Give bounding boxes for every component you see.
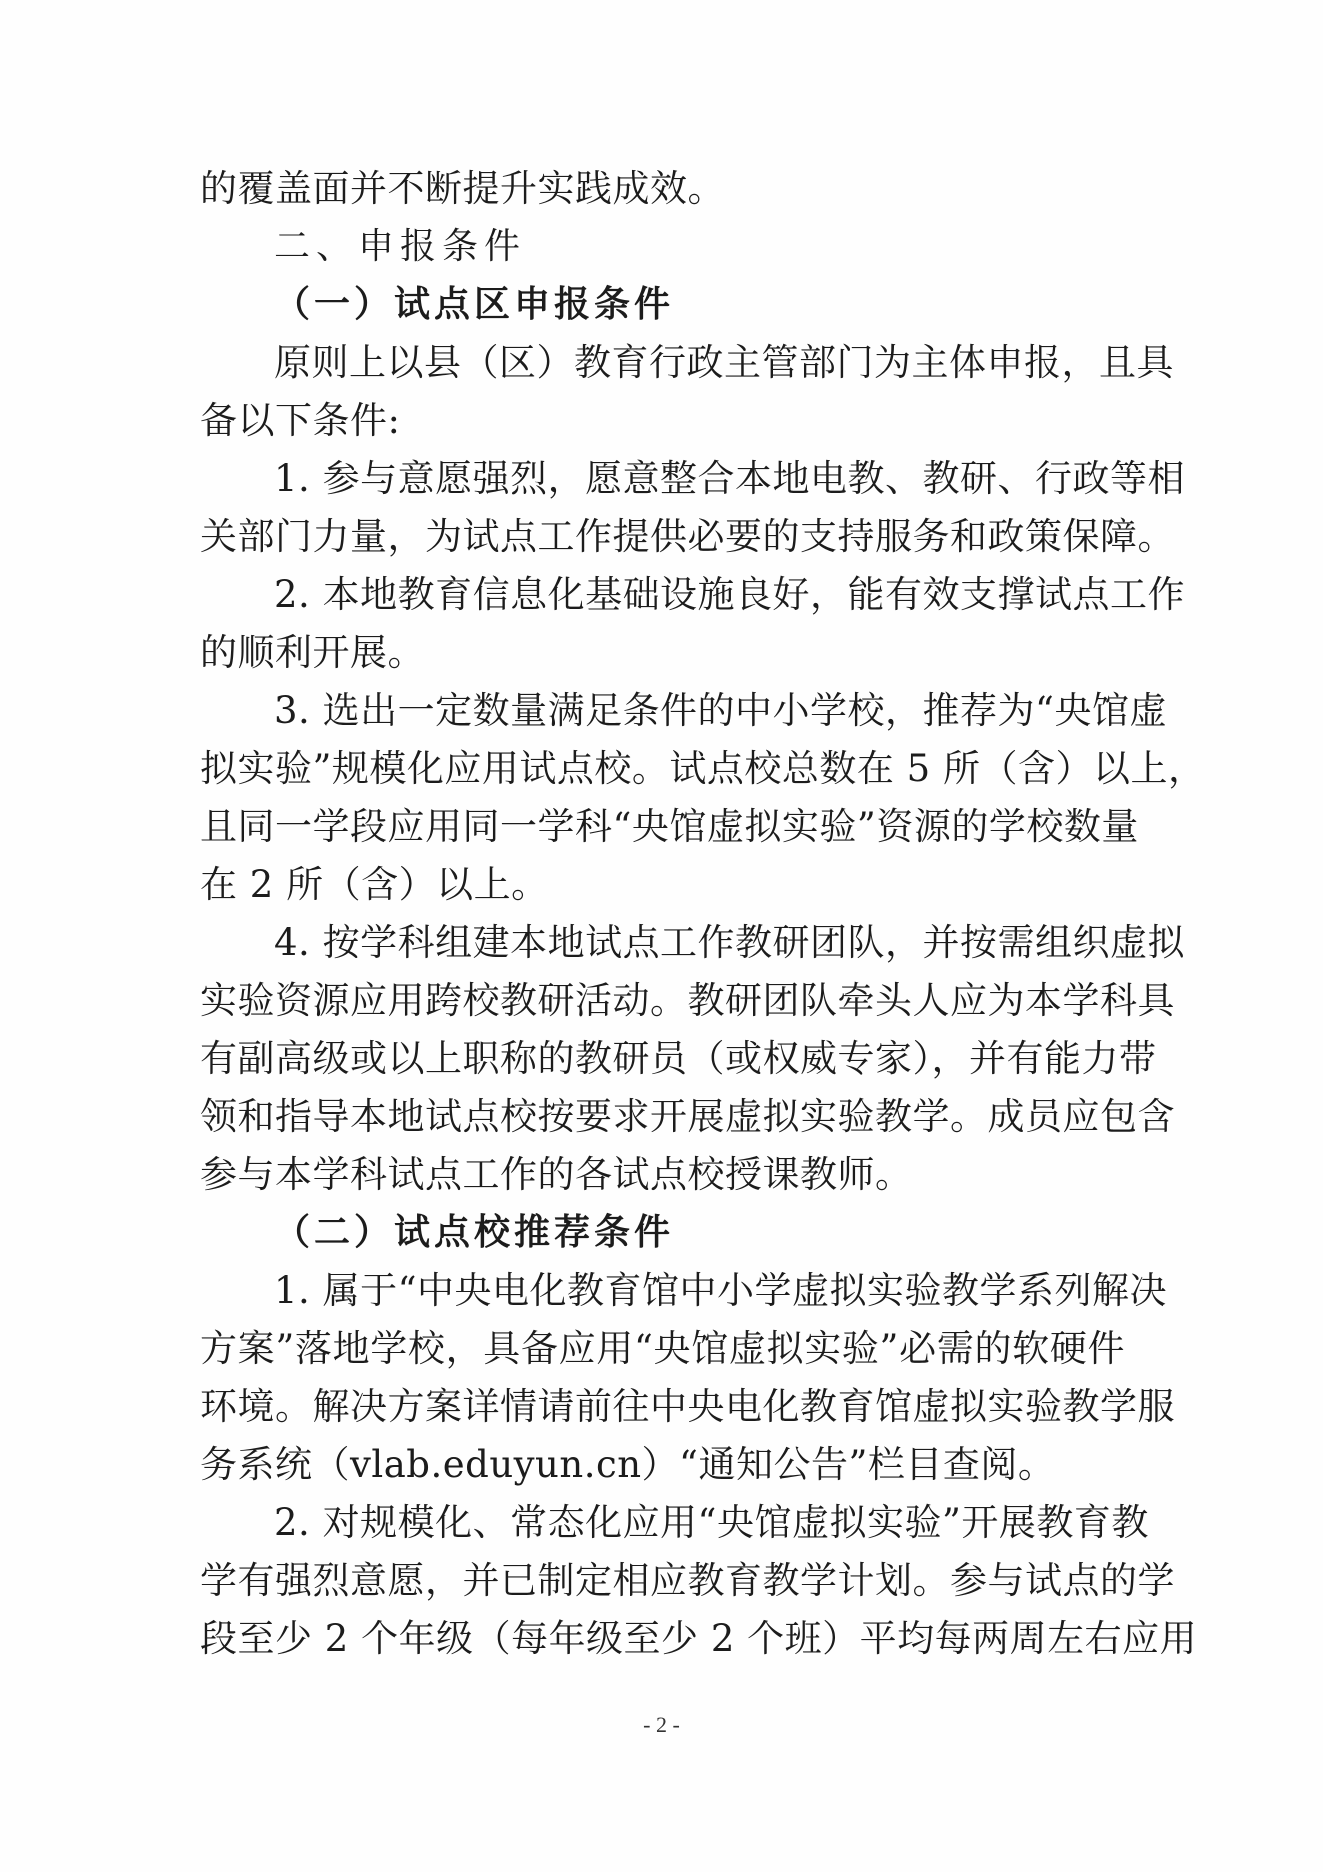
paragraph-line: 1. 属于“中央电化教育馆中小学虚拟实验教学系列解决 — [274, 1269, 1167, 1312]
paragraph-line: 2. 对规模化、常态化应用“央馆虚拟实验”开展教育教 — [274, 1501, 1149, 1544]
document-body — [200, 160, 1206, 1668]
paragraph-line: 原则上以县（区）教育行政主管部门为主体申报，且具 — [274, 341, 1174, 384]
paragraph-line: 参与本学科试点工作的各试点校授课教师。 — [200, 1153, 913, 1196]
paragraph-line: 环境。解决方案详情请前往中央电化教育馆虚拟实验教学服 — [200, 1385, 1175, 1428]
paragraph-line: 段至少 2 个年级（每年级至少 2 个班）平均每两周左右应用 — [200, 1617, 1198, 1660]
paragraph-line: 关部门力量，为试点工作提供必要的支持服务和政策保障。 — [200, 515, 1175, 558]
paragraph-line: 备以下条件: — [200, 399, 401, 442]
page-number: - 2 - — [643, 1712, 680, 1737]
paragraph-line: 的覆盖面并不断提升实践成效。 — [200, 167, 725, 210]
paragraph-line: 4. 按学科组建本地试点工作教研团队，并按需组织虚拟 — [274, 921, 1186, 964]
subsection-heading: （二）试点校推荐条件 — [274, 1212, 675, 1253]
paragraph-line: 3. 选出一定数量满足条件的中小学校，推荐为“央馆虚 — [274, 689, 1167, 732]
subsection-heading: （一）试点区申报条件 — [274, 284, 675, 325]
section-heading: 二、申报条件 — [274, 226, 527, 267]
paragraph-line: 2. 本地教育信息化基础设施良好，能有效支撑试点工作 — [274, 573, 1186, 616]
paragraph-line: 有副高级或以上职称的教研员（或权威专家），并有能力带 — [200, 1037, 1157, 1080]
paragraph-line: 的顺利开展。 — [200, 631, 425, 674]
paragraph-line: 务系统（vlab.eduyun.cn）“通知公告”栏目查阅。 — [200, 1443, 1056, 1486]
paragraph-line: 实验资源应用跨校教研活动。教研团队牵头人应为本学科具 — [200, 979, 1175, 1022]
paragraph-line: 学有强烈意愿，并已制定相应教育教学计划。参与试点的学 — [200, 1559, 1175, 1602]
paragraph-line: 1. 参与意愿强烈，愿意整合本地电教、教研、行政等相 — [274, 457, 1186, 500]
paragraph-line: 且同一学段应用同一学科“央馆虚拟实验”资源的学校数量 — [200, 805, 1139, 848]
paragraph-line: 拟实验”规模化应用试点校。试点校总数在 5 所（含）以上， — [200, 747, 1206, 790]
paragraph-line: 方案”落地学校，具备应用“央馆虚拟实验”必需的软硬件 — [200, 1327, 1125, 1370]
paragraph-line: 在 2 所（含）以上。 — [200, 863, 549, 906]
paragraph-line: 领和指导本地试点校按要求开展虚拟实验教学。成员应包含 — [200, 1095, 1175, 1138]
